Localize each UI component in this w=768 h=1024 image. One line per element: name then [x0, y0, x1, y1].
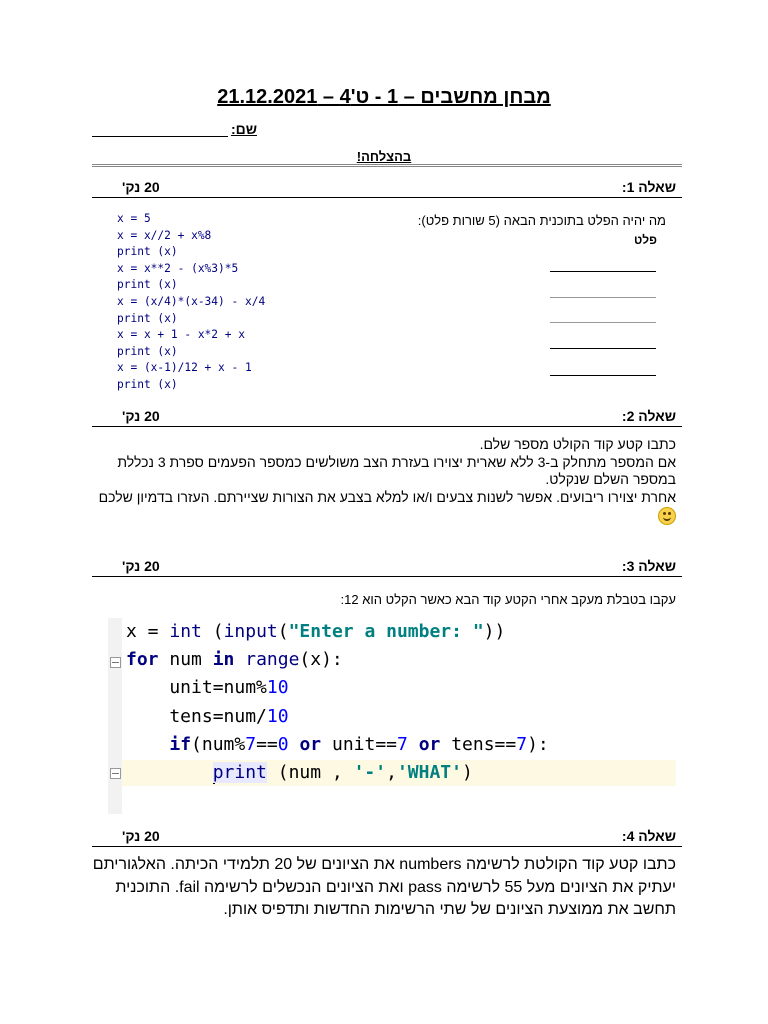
- code-line: for num in range(x):: [126, 649, 343, 671]
- q4-title: שאלה 4:: [621, 828, 676, 844]
- code-line: x = (x-1)/12 + x - 1: [117, 361, 252, 375]
- q1-rule: [92, 197, 682, 198]
- code-line: x = int (input("Enter a number: ")): [126, 621, 506, 642]
- code-line: x = x**2 - (x%3)*5: [117, 261, 239, 275]
- header-divider: [92, 164, 682, 167]
- code-line: x = (x/4)*(x-34) - x/4: [117, 294, 266, 308]
- q3-code-editor: [108, 618, 676, 814]
- q1-title: שאלה 1:: [621, 179, 676, 195]
- q1-points: 20 נק': [122, 179, 160, 195]
- answer-line-4[interactable]: [550, 348, 656, 349]
- code-line: print (num , '-','WHAT'): [212, 762, 473, 784]
- q2-line-1: כתבו קטע קוד הקולט מספר שלם.: [479, 436, 676, 452]
- q4-rule: [92, 846, 682, 847]
- q3-rule: [92, 576, 682, 577]
- q1-output-label: פלט: [634, 233, 657, 247]
- code-line: x = x//2 + x%8: [117, 228, 212, 242]
- q1-code-block: [117, 211, 265, 394]
- page-title: מבחן מחשבים – 1 - ט'4 – 21.12.2021: [217, 86, 551, 108]
- q4-points: 20 נק': [122, 828, 160, 844]
- code-line: print (x): [117, 377, 178, 391]
- smiley-icon: [658, 507, 676, 525]
- q1-prompt: מה יהיה הפלט בתוכנית הבאה (5 שורות פלט):: [417, 213, 666, 228]
- name-label: שם:: [230, 121, 257, 137]
- q3-points: 20 נק': [122, 558, 160, 574]
- answer-line-3[interactable]: [550, 322, 656, 323]
- q2-points: 20 נק': [122, 408, 160, 424]
- answer-line-5[interactable]: [550, 375, 656, 376]
- q2-title: שאלה 2:: [621, 408, 676, 424]
- q2-line-3: אחרת יצוירו ריבועים. אפשר לשנות צבעים ו/או למלא בצבע את הצורות שציירתם. העזרו בדמיון שלכם: [98, 488, 676, 505]
- editor-gutter: [108, 618, 122, 814]
- name-blank-line: [92, 136, 228, 137]
- answer-line-1[interactable]: [550, 271, 656, 272]
- code-line: unit=num%10: [126, 677, 289, 699]
- code-line: x = x + 1 - x*2 + x: [117, 328, 245, 342]
- q3-title: שאלה 3:: [621, 558, 676, 574]
- q2-body: [92, 436, 676, 525]
- q1-header: [92, 179, 676, 197]
- q3-prompt: עקבו בטבלת מעקב אחרי הקטע קוד הבא כאשר הקלט הוא 12:: [340, 592, 676, 607]
- fold-open-icon[interactable]: [110, 657, 121, 668]
- answer-line-2[interactable]: [550, 297, 656, 298]
- q2-line-2: אם המספר מתחלק ב-3 ללא שארית יצוירו בעזרת הצב משולשים כמספר הפעמים ספרת 3 נכללת במספר השלם שנקלט.: [117, 453, 676, 488]
- q4-body: כתבו קטע קוד הקולטת לרשימה numbers את הציונים של 20 תלמידי הכיתה. האלגוריתם יעתיק את הציונים מעל 55 לרשימה pass ואת הציונים הנכשלים לרשימה fail. התוכנית תחשב את ממוצעת הציונים של שתי הרשימות החדשות ותדפיס אותן.: [92, 856, 676, 919]
- q3-code: [126, 618, 549, 787]
- good-luck-text: בהצלחה!: [356, 149, 412, 164]
- code-line: print (x): [117, 344, 178, 358]
- q4-header: [92, 828, 676, 846]
- code-line: print (x): [117, 245, 178, 259]
- code-line: print (x): [117, 311, 178, 325]
- q2-header: [92, 408, 676, 426]
- code-line: print (x): [117, 278, 178, 292]
- q2-rule: [92, 426, 682, 427]
- code-line: tens=num/10: [126, 705, 289, 727]
- q3-header: [92, 558, 676, 576]
- code-line: x = 5: [117, 212, 151, 225]
- code-line: if(num%7==0 or unit==7 or tens==7):: [169, 733, 549, 755]
- fold-close-icon[interactable]: [110, 768, 121, 779]
